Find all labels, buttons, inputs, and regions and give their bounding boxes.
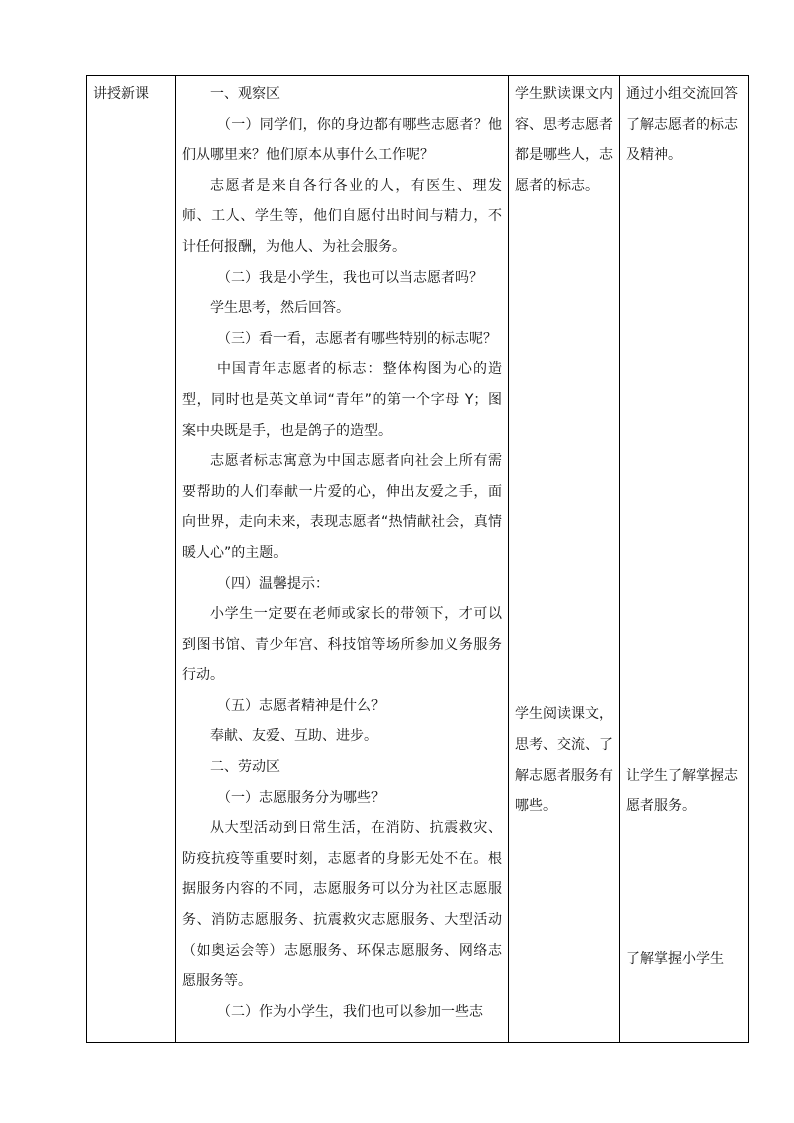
teaching-content-cell — [176, 76, 509, 1043]
content-paragraph: 二、劳动区 — [210, 759, 280, 776]
student-activity-cell — [509, 76, 620, 1043]
design-intent-cell — [620, 76, 749, 1043]
content-paragraph: 志愿者标志寓意为中国志愿者向社会上所有需要帮助的人们奉献一片爱的心，伸出友爱之手，面向世界，走向未来，表现志愿者“热情献社会，真情暖人心”的主题。 — [182, 453, 502, 561]
content-paragraph: （四）温馨提示： — [217, 575, 329, 592]
spacer — [626, 171, 744, 761]
content-paragraph: 一、观察区 — [210, 86, 280, 102]
row-label-cell — [87, 76, 176, 1043]
content-paragraph: 中国青年志愿者的标志：整体构图为心的造型，同时也是英文单词“青年”的第一个字母 Y；图案中央既是手，也是鸽子的造型。 — [182, 361, 502, 439]
content-paragraph: （二）我是小学生，我也可以当志愿者吗？ — [217, 269, 483, 286]
content-paragraph: 小学生一定要在老师或家长的带领下，才可以到图书馆、青少年宫、科技馆等场所参加义务服务行动。 — [182, 606, 502, 684]
lesson-table — [86, 75, 749, 1043]
design-intent-1: 通过小组交流回答了解志愿者的标志及精神。 — [626, 86, 738, 164]
design-intent-3: 了解掌握小学生 — [626, 950, 724, 967]
content-paragraph: （五）志愿者精神是什么？ — [217, 697, 385, 714]
spacer — [515, 201, 615, 699]
content-paragraph: （二）作为小学生，我们也可以参加一些志 — [217, 1003, 483, 1020]
row-label: 讲授新课 — [93, 86, 149, 102]
table-row — [87, 76, 749, 1043]
content-paragraph: （三）看一看，志愿者有哪些特别的标志呢？ — [217, 330, 497, 347]
content-paragraph: 从大型活动到日常生活，在消防、抗震救灾、防疫抗疫等重要时刻，志愿者的身影无处不在。根据服务内容的不同，志愿服务可以分为社区志愿服务、消防志愿服务、抗震救灾志愿服务、大型活动（如奥运会等）志愿服务、环保志愿服务、网络志愿服务等。 — [182, 820, 502, 990]
content-paragraph: （一）志愿服务分为哪些？ — [217, 789, 385, 806]
content-paragraph: 志愿者是来自各行各业的人，有医生、理发师、工人、学生等，他们自愿付出时间与精力，不计任何报酬，为他人、为社会服务。 — [182, 177, 502, 255]
content-paragraph: 学生思考，然后回答。 — [210, 300, 350, 317]
content-paragraph: 奉献、友爱、互助、进步。 — [210, 728, 378, 745]
student-activity-2: 学生阅读课文，思考、交流、了解志愿者服务有哪些。 — [515, 706, 613, 815]
teaching-content — [182, 79, 502, 1027]
content-paragraph: （一）同学们，你的身边都有哪些志愿者？他们从哪里来？他们原本从事什么工作呢？ — [182, 116, 502, 164]
student-activity-1: 学生默读课文内容、思考志愿者都是哪些人，志愿者的标志。 — [515, 86, 613, 194]
design-intent-2: 让学生了解掌握志愿者服务。 — [626, 767, 738, 815]
spacer — [626, 822, 744, 944]
